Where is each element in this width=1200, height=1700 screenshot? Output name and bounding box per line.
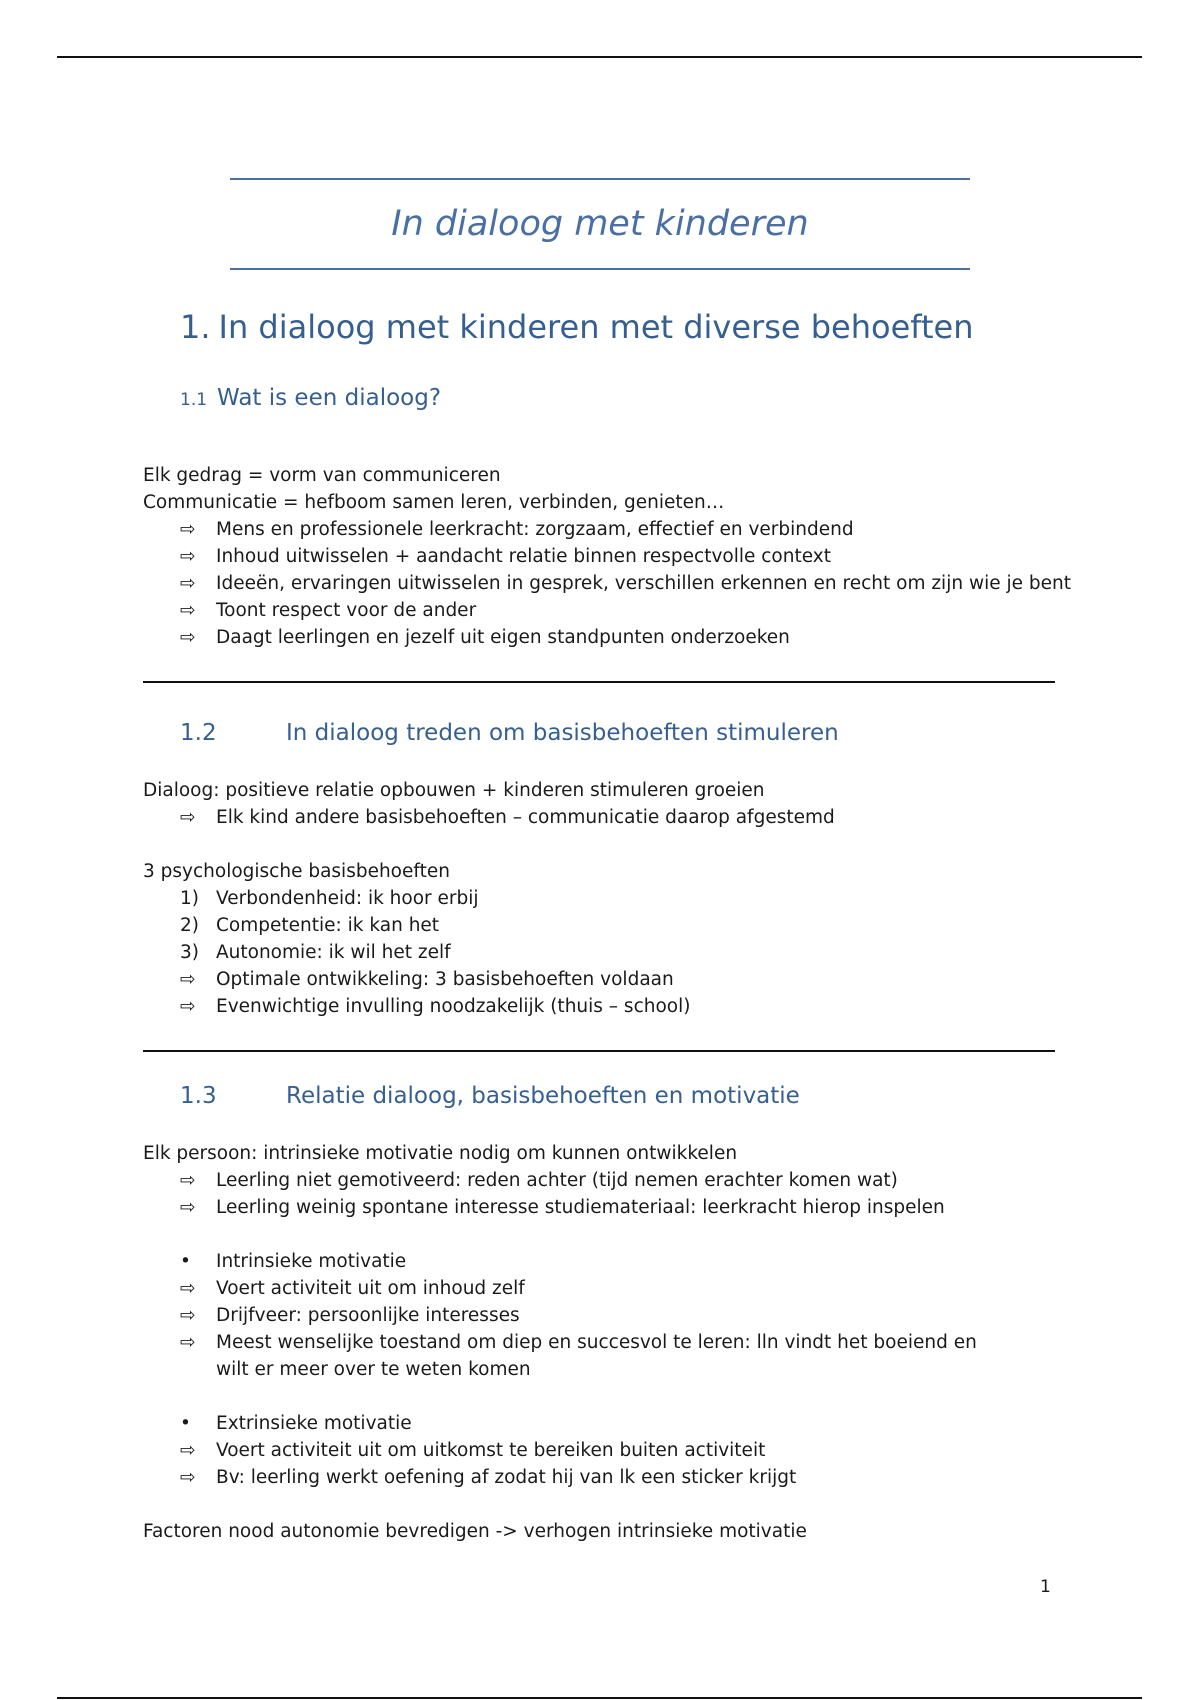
numbered-item: 1) Verbondenheid: ik hoor erbij [143, 885, 1073, 912]
page-number: 1 [1040, 1577, 1051, 1597]
arrow-bullet-icon: ⇨ [180, 519, 196, 540]
arrow-bullet-icon: ⇨ [180, 1440, 196, 1461]
subsection-1-1-body [143, 462, 1073, 651]
subsection-1-3-number: 1.3 [180, 1083, 217, 1109]
list-item: ⇨ Mens en professionele leerkracht: zorgzaam, effectief en verbindend [143, 516, 1073, 543]
arrow-bullet-icon: ⇨ [180, 600, 196, 621]
section-1-number: 1. [180, 308, 211, 346]
subsection-1-2-title: In dialoog treden om basisbehoeften stimuleren [286, 720, 839, 746]
subsection-1-3-title: Relatie dialoog, basisbehoeften en motivatie [286, 1083, 800, 1109]
list-item: ⇨ Leerling niet gemotiveerd: reden achter (tijd nemen erachter komen wat) [143, 1167, 1073, 1194]
arrow-bullet-icon: ⇨ [180, 546, 196, 567]
text-line: Elk gedrag = vorm van communiceren [143, 465, 501, 486]
arrow-bullet-icon: ⇨ [180, 1467, 196, 1488]
arrow-bullet-icon: ⇨ [180, 1170, 196, 1191]
bullet-item: • Intrinsieke motivatie [143, 1248, 1073, 1275]
dot-bullet-icon: • [180, 1251, 191, 1272]
document-title: In dialoog met kinderen [391, 204, 809, 244]
arrow-bullet-icon: ⇨ [180, 996, 196, 1017]
text-line: Factoren nood autonomie bevredigen -> verhogen intrinsieke motivatie [143, 1521, 807, 1542]
numbered-item: 2) Competentie: ik kan het [143, 912, 1073, 939]
arrow-bullet-icon: ⇨ [180, 1332, 196, 1353]
bullet-item: • Extrinsieke motivatie [143, 1410, 1073, 1437]
arrow-bullet-icon: ⇨ [180, 627, 196, 648]
list-number: 3) [180, 942, 199, 963]
list-item: ⇨ Optimale ontwikkeling: 3 basisbehoeften voldaan [143, 966, 1073, 993]
subsection-1-3-body [143, 1140, 1073, 1545]
list-item: ⇨ Drijfveer: persoonlijke interesses [143, 1302, 1073, 1329]
list-number: 2) [180, 915, 199, 936]
subsection-1-2-body [143, 777, 1073, 1020]
text-line: Dialoog: positieve relatie opbouwen + kinderen stimuleren groeien [143, 780, 765, 801]
list-item: ⇨ Inhoud uitwisselen + aandacht relatie binnen respectvolle context [143, 543, 1073, 570]
subsection-1-1-title: Wat is een dialoog? [217, 385, 442, 411]
list-item: ⇨ Meest wenselijke toestand om diep en succesvol te leren: lln vindt het boeiend en wilt er meer over te weten komen [143, 1329, 1006, 1383]
list-number: 1) [180, 888, 199, 909]
numbered-item: 3) Autonomie: ik wil het zelf [143, 939, 1073, 966]
list-item: ⇨ Daagt leerlingen en jezelf uit eigen standpunten onderzoeken [143, 624, 1073, 651]
subsection-1-2-number: 1.2 [180, 720, 217, 746]
page-bottom-rule [57, 1697, 1142, 1699]
subsection-1-2-heading [180, 720, 839, 746]
title-rule-bottom [230, 268, 970, 270]
list-item: ⇨ Bv: leerling werkt oefening af zodat hij van lk een sticker krijgt [143, 1464, 1073, 1491]
subsection-1-3-heading [180, 1083, 800, 1109]
arrow-bullet-icon: ⇨ [180, 1278, 196, 1299]
text-line: Elk persoon: intrinsieke motivatie nodig om kunnen ontwikkelen [143, 1143, 738, 1164]
section-divider [143, 1050, 1055, 1052]
section-1-heading [180, 308, 974, 346]
subsection-1-1-number: 1.1 [180, 390, 208, 410]
list-item: ⇨ Leerling weinig spontane interesse studiemateriaal: leerkracht hierop inspelen [143, 1194, 1073, 1221]
page-top-rule [57, 56, 1142, 58]
section-divider [143, 681, 1055, 683]
arrow-bullet-icon: ⇨ [180, 807, 196, 828]
list-title: 3 psychologische basisbehoeften [143, 861, 450, 882]
arrow-bullet-icon: ⇨ [180, 969, 196, 990]
dot-bullet-icon: • [180, 1413, 191, 1434]
list-item: ⇨ Voert activiteit uit om inhoud zelf [143, 1275, 1073, 1302]
arrow-bullet-icon: ⇨ [180, 1197, 196, 1218]
list-item: ⇨ Evenwichtige invulling noodzakelijk (thuis – school) [143, 993, 1073, 1020]
text-line: Communicatie = hefboom samen leren, verbinden, genieten… [143, 492, 725, 513]
arrow-bullet-icon: ⇨ [180, 573, 196, 594]
arrow-bullet-icon: ⇨ [180, 1305, 196, 1326]
list-item: ⇨ Ideeën, ervaringen uitwisselen in gesprek, verschillen erkennen en recht om zijn wie je bent [143, 570, 1073, 597]
list-item: ⇨ Voert activiteit uit om uitkomst te bereiken buiten activiteit [143, 1437, 1073, 1464]
section-1-title: In dialoog met kinderen met diverse behoeften [218, 308, 974, 346]
title-block [230, 178, 970, 270]
list-item: ⇨ Toont respect voor de ander [143, 597, 1073, 624]
list-item: ⇨ Elk kind andere basisbehoeften – communicatie daarop afgestemd [143, 804, 1073, 831]
subsection-1-1-heading [180, 385, 441, 411]
